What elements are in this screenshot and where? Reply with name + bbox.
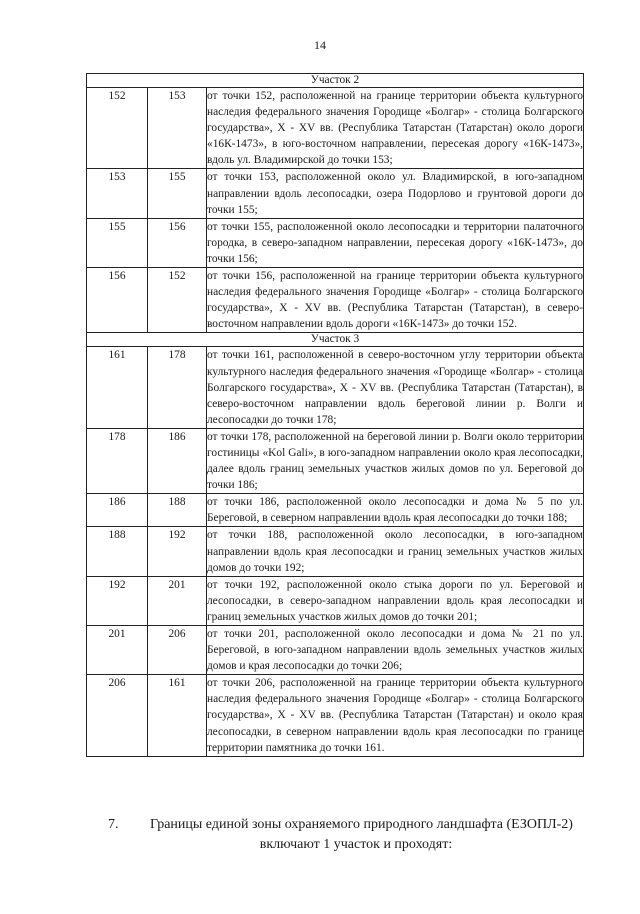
table-row	[87, 88, 584, 169]
point-from: 178	[87, 428, 148, 493]
point-to: 178	[148, 347, 207, 428]
table-row	[87, 494, 584, 527]
boundary-description: от точки 153, расположенной около ул. Владимирской, в юго-западном направлении вдоль лесопосадки, озера Подорлово и грунтовой дороги до точки 155;	[207, 169, 584, 218]
point-from: 186	[87, 494, 148, 527]
section-7-title-line1: Границы единой зоны охраняемого природного ландшафта (ЕЗОПЛ-2)	[150, 817, 573, 832]
section-7-heading	[86, 815, 596, 855]
table-row	[87, 268, 584, 333]
point-from: 156	[87, 268, 148, 333]
table-row	[87, 169, 584, 218]
boundary-description: от точки 178, расположенной на береговой линии р. Волги около территории гостиницы «Kol Gali», в юго-западном направлении около края лесопосадки, далее вдоль границ земельных участков жилых домов по ул. Береговой до точки 186;	[207, 428, 584, 493]
table-row	[87, 347, 584, 428]
boundary-description: от точки 201, расположенной около лесопосадки и дома № 21 по ул. Береговой, в юго-западном направлении вдоль земельных участков жилых домов и края лесопосадки до точки 206;	[207, 626, 584, 675]
section-header-row	[87, 74, 584, 88]
table-row	[87, 675, 584, 756]
point-to: 186	[148, 428, 207, 493]
point-from: 206	[87, 675, 148, 756]
section-title: Участок 2	[87, 74, 584, 88]
point-from: 188	[87, 527, 148, 576]
point-to: 161	[148, 675, 207, 756]
boundary-description: от точки 186, расположенной около лесопосадки и дома № 5 по ул. Береговой, в северном направлении вдоль края лесопосадки до точки 188;	[207, 494, 584, 527]
boundary-description: от точки 206, расположенной на границе территории объекта культурного наследия федерального значения Городище «Болгар» - столица Болгарского государства», X - XV вв. (Республика Татарстан (Татарстан) и около края лесопосадки, в северном направлении вдоль края лесопосадки по границе территории памятника до точки 161.	[207, 675, 584, 756]
boundary-description: от точки 192, расположенной около стыка дороги по ул. Береговой и лесопосадки, в северо-западном направлении вдоль края лесопосадки и границ земельных участков жилых домов до точки 201;	[207, 576, 584, 625]
table-row	[87, 527, 584, 576]
table-row	[87, 428, 584, 493]
point-to: 206	[148, 626, 207, 675]
point-from: 161	[87, 347, 148, 428]
section-title: Участок 3	[87, 333, 584, 347]
page-number: 14	[314, 38, 326, 52]
table-row	[87, 576, 584, 625]
boundary-description: от точки 152, расположенной на границе территории объекта культурного наследия федерального значения Городище «Болгар» - столица Болгарского государства», X - XV вв. (Республика Татарстан (Татарстан) около дороги «16К-1473», в юго-восточном направлении, пересекая дорогу «16К-1473», вдоль ул. Владимирской до точки 153;	[207, 88, 584, 169]
table-row	[87, 626, 584, 675]
point-to: 188	[148, 494, 207, 527]
point-to: 152	[148, 268, 207, 333]
point-to: 156	[148, 218, 207, 267]
section-7-title-line2: включают 1 участок и проходят:	[259, 837, 453, 852]
point-to: 201	[148, 576, 207, 625]
point-from: 201	[87, 626, 148, 675]
table-row	[87, 218, 584, 267]
point-to: 153	[148, 88, 207, 169]
point-from: 152	[87, 88, 148, 169]
boundary-description: от точки 188, расположенной около лесопосадки, в юго-западном направлении вдоль края лесопосадки и границ земельных участков жилых домов до точки 192;	[207, 527, 584, 576]
point-from: 155	[87, 218, 148, 267]
boundary-description: от точки 156, расположенной на границе территории объекта культурного наследия федерального значения Городище «Болгар» - столица Болгарского государства», X - XV вв. (Республика Татарстан (Татарстан), в северо-восточном направлении вдоль дороги «16К-1473» до точки 152.	[207, 268, 584, 333]
boundary-table	[86, 73, 584, 757]
point-to: 192	[148, 527, 207, 576]
point-to: 155	[148, 169, 207, 218]
point-from: 153	[87, 169, 148, 218]
section-header-row	[87, 333, 584, 347]
section-7-number: 7.	[108, 817, 119, 832]
point-from: 192	[87, 576, 148, 625]
boundary-description: от точки 155, расположенной около лесопосадки и территории палаточного городка, в северо-западном направлении, пересекая дорогу «16К-1473», до точки 156;	[207, 218, 584, 267]
boundary-description: от точки 161, расположенной в северо-восточном углу территории объекта культурного наследия федерального значения «Городище «Болгар» - столица Болгарского государства», X - XV вв. (Республика Татарстан (Татарстан), в северо-восточном направлении вдоль береговой линии р. Волги и лесопосадки до точки 178;	[207, 347, 584, 428]
